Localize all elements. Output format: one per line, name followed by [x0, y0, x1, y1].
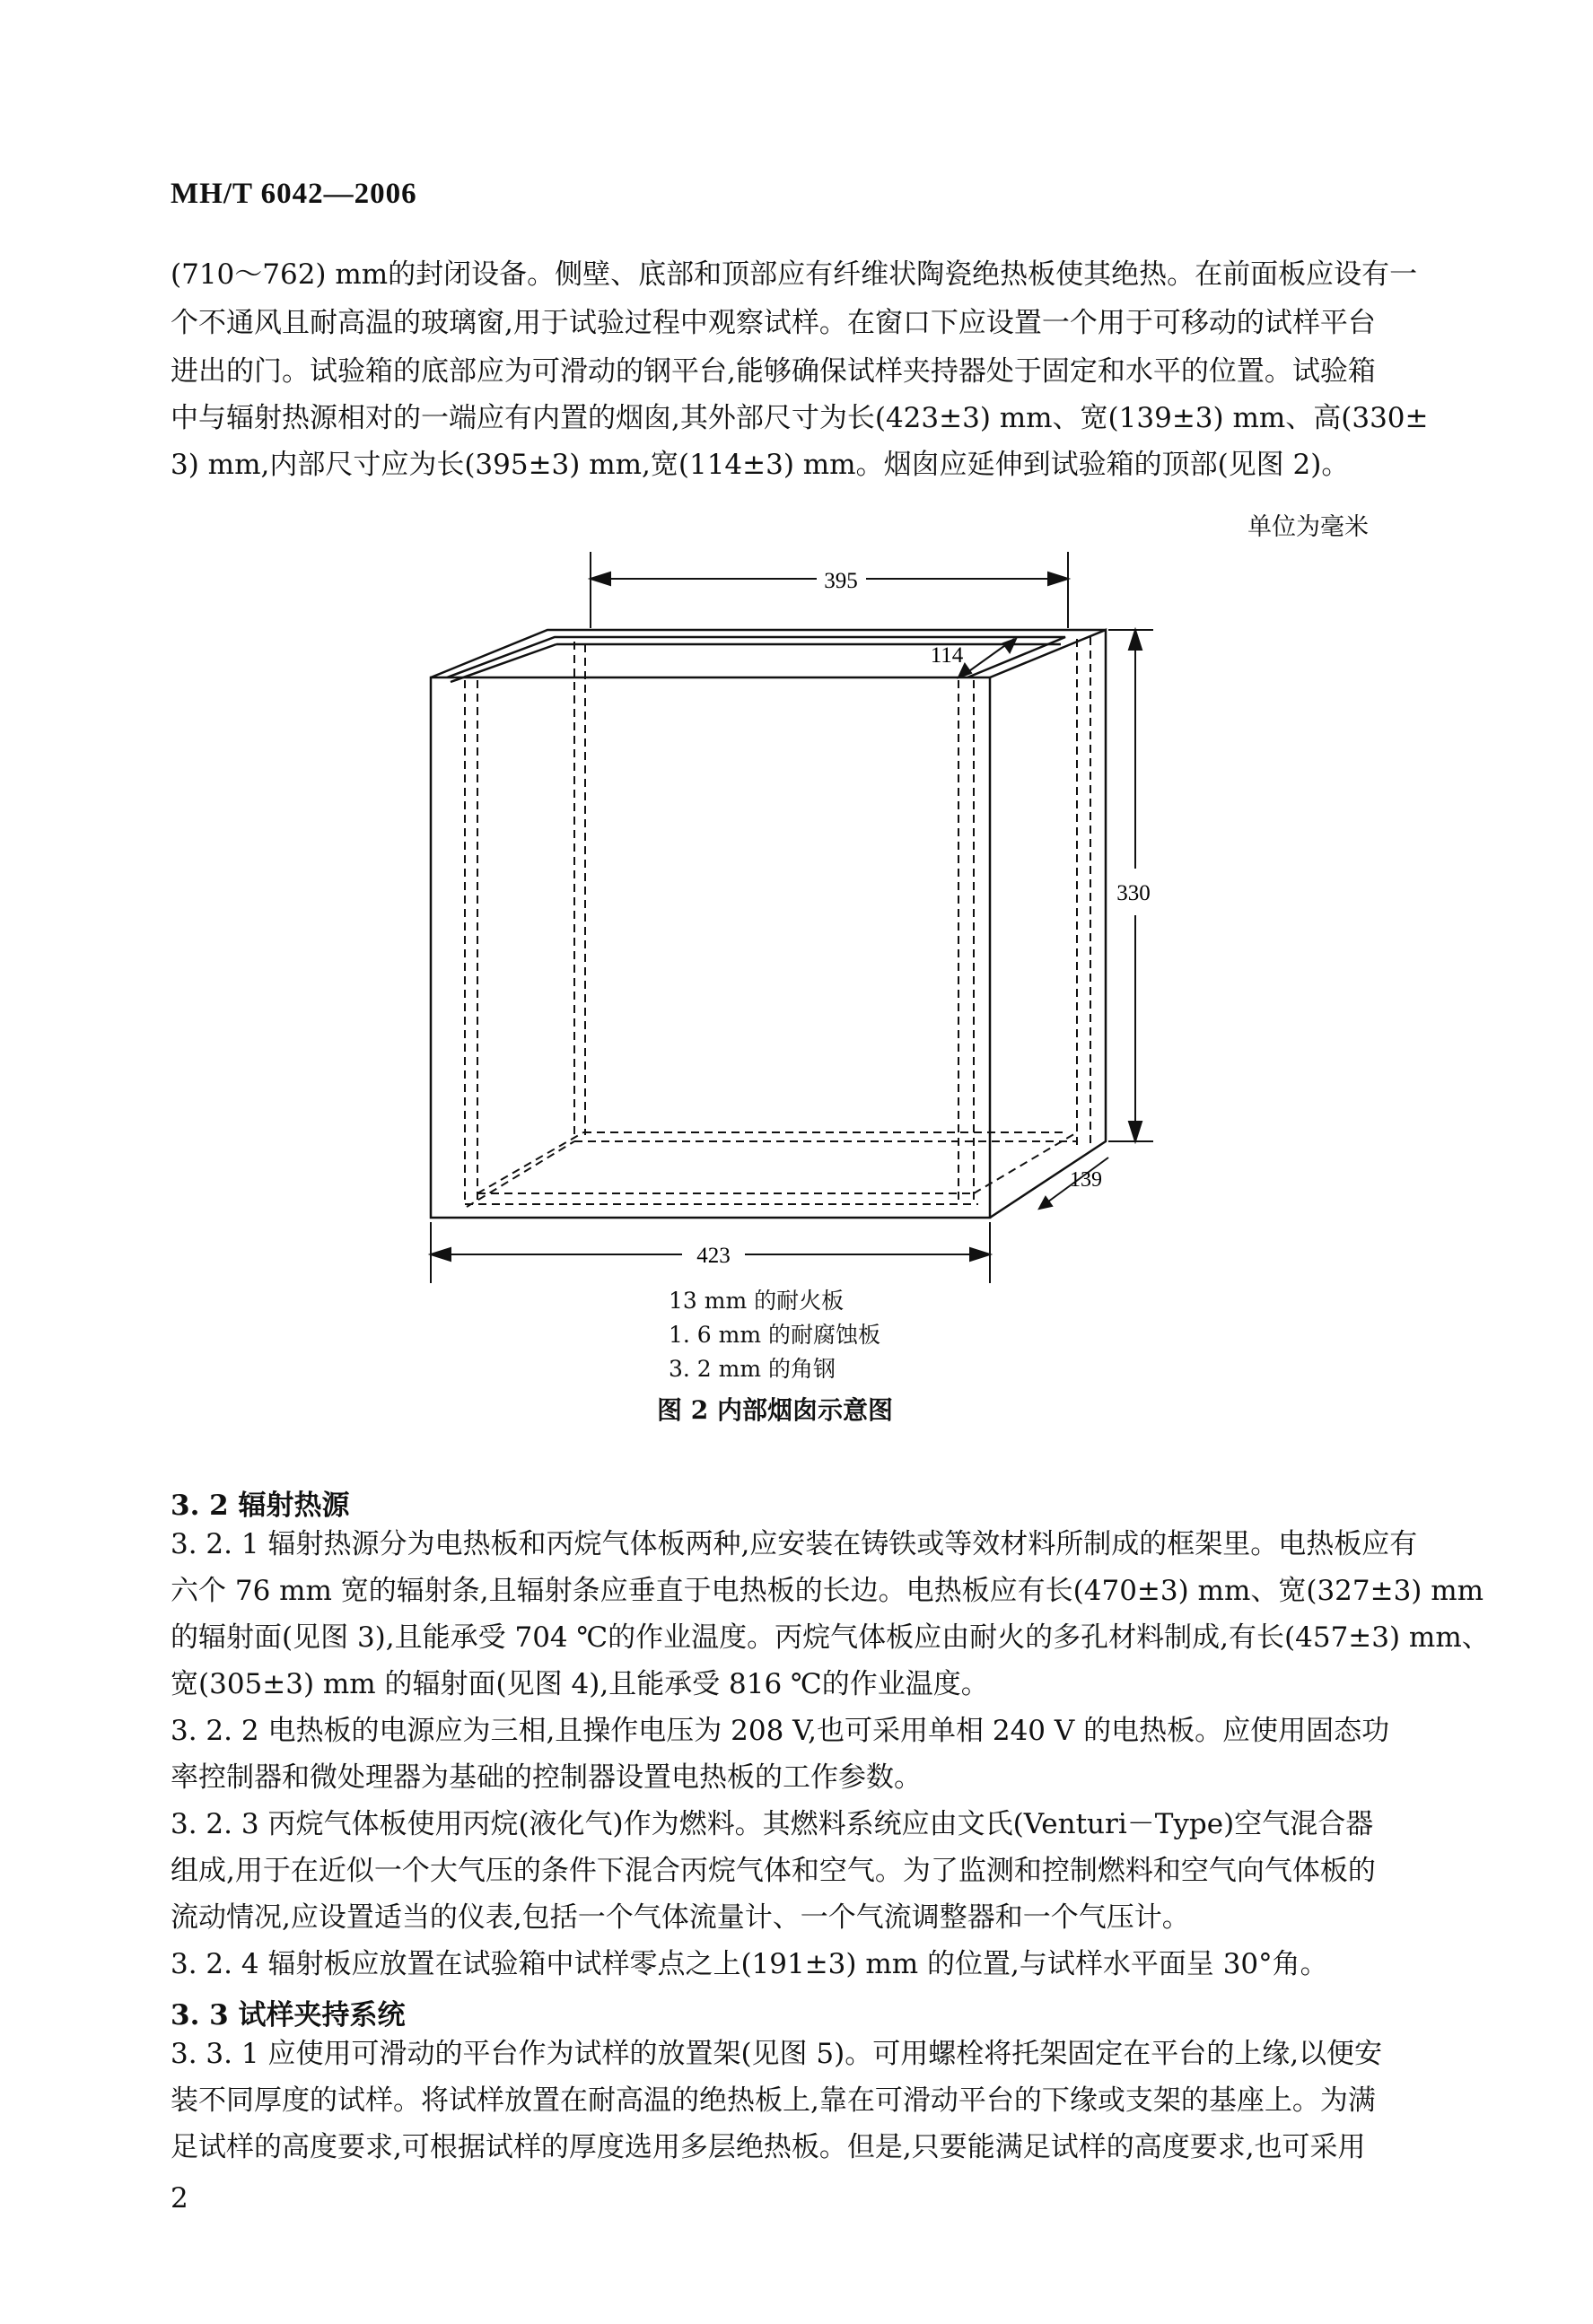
section-title-3-3: 3. 3 试样夹持系统 [171, 1999, 406, 2031]
figure-note: 3. 2 mm 的角钢 [669, 1356, 836, 1382]
text-line: 3. 2. 3 丙烷气体板使用丙烷(液化气)作为燃料。其燃料系统应由文氏(Venturi－Type)空气混合器 [171, 1808, 1374, 1840]
figure-note: 1. 6 mm 的耐腐蚀板 [669, 1322, 881, 1348]
dim-label-139: 139 [1070, 1168, 1102, 1192]
text-line: 3. 2. 4 辐射板应放置在试验箱中试样零点之上(191±3) mm 的位置,与试样水平面呈 30°角。 [171, 1948, 1328, 1980]
dim-label-330: 330 [1116, 881, 1151, 905]
text-line: 流动情况,应设置适当的仪表,包括一个气体流量计、一个气流调整器和一个气压计。 [171, 1901, 1190, 1934]
page-number: 2 [171, 2182, 188, 2215]
text-line: 3. 2. 2 电热板的电源应为三相,且操作电压为 208 V,也可采用单相 240 V 的电热板。应使用固态功 [171, 1715, 1390, 1747]
dim-label-114: 114 [930, 643, 964, 668]
outer-right-face [990, 630, 1106, 1218]
figure-caption: 图 2 内部烟囱示意图 [657, 1395, 893, 1425]
figure-note: 13 mm 的耐火板 [669, 1288, 845, 1314]
text-line: 组成,用于在近似一个大气压的条件下混合丙烷气体和空气。为了监测和控制燃料和空气向气体板的 [171, 1855, 1376, 1887]
text-line: 3. 2. 1 辐射热源分为电热板和丙烷气体板两种,应安装在铸铁或等效材料所制成的框架里。电热板应有 [171, 1528, 1418, 1560]
text-line: 3) mm,内部尺寸应为长(395±3) mm,宽(114±3) mm。烟囱应延伸到试验箱的顶部(见图 2)。 [171, 449, 1350, 481]
text-line: 的辐射面(见图 3),且能承受 704 ℃的作业温度。丙烷气体板应由耐火的多孔材料制成,有长(457±3) mm、 [171, 1621, 1490, 1654]
text-line: 装不同厚度的试样。将试样放置在耐高温的绝热板上,靠在可滑动平台的下缘或支架的基座上。为满 [171, 2084, 1376, 2117]
text-line: 宽(305±3) mm 的辐射面(见图 4),且能承受 816 ℃的作业温度。 [171, 1668, 989, 1700]
text-line: (710～762) mm的封闭设备。侧壁、底部和顶部应有纤维状陶瓷绝热板使其绝热。在前面板应设有一 [171, 258, 1418, 291]
text-line: 个不通风且耐高温的玻璃窗,用于试验过程中观察试样。在窗口下应设置一个用于可移动的试样平台 [171, 307, 1376, 339]
unit-note: 单位为毫米 [1247, 513, 1369, 541]
text-line: 3. 3. 1 应使用可滑动的平台作为试样的放置架(见图 5)。可用螺栓将托架固定在平台的上缘,以便安 [171, 2038, 1383, 2070]
section-title-3-2: 3. 2 辐射热源 [171, 1490, 350, 1522]
text-line: 进出的门。试验箱的底部应为可滑动的钢平台,能够确保试样夹持器处于固定和水平的位置。试验箱 [171, 355, 1376, 388]
dim-label-395: 395 [824, 569, 858, 593]
text-line: 足试样的高度要求,可根据试样的厚度选用多层绝热板。但是,只要能满足试样的高度要求,也可采用 [171, 2131, 1366, 2163]
dim-label-423: 423 [696, 1244, 731, 1268]
outer-front-face [431, 677, 990, 1218]
document-id: MH/T 6042—2006 [171, 178, 417, 210]
text-line: 六个 76 mm 宽的辐射条,且辐射条应垂直于电热板的长边。电热板应有长(470±3) mm、宽(327±3) mm [171, 1575, 1484, 1607]
text-line: 率控制器和微处理器为基础的控制器设置电热板的工作参数。 [171, 1761, 922, 1794]
text-line: 中与辐射热源相对的一端应有内置的烟囱,其外部尺寸为长(423±3) mm、宽(139±3) mm、高(330± [171, 402, 1429, 434]
hidden-edges [465, 637, 1090, 1207]
